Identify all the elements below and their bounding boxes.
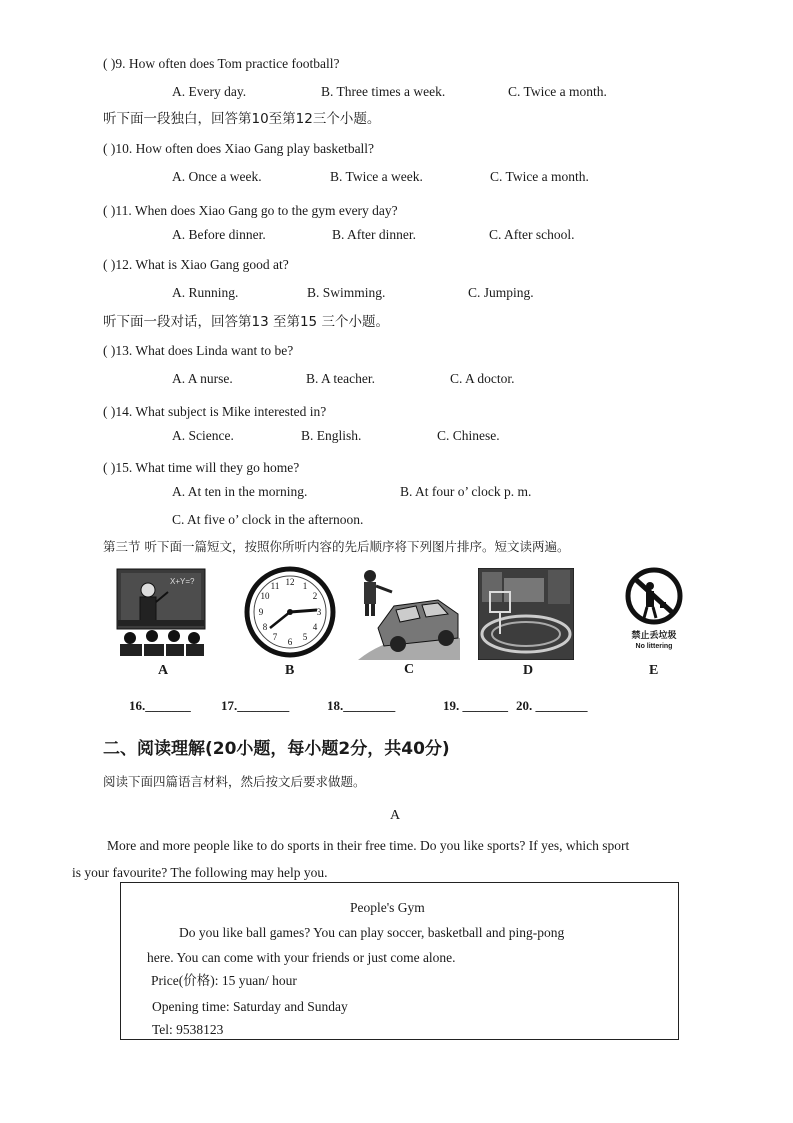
- picture-label-e: E: [649, 663, 659, 678]
- svg-text:2: 2: [312, 591, 318, 601]
- svg-text:9: 9: [258, 607, 264, 617]
- q15-option-c: C. At five o’ clock in the afternoon.: [172, 512, 364, 527]
- q9-option-a: A. Every day.: [172, 84, 247, 99]
- gym-title: People's Gym: [350, 900, 425, 915]
- section3-instruction: 第三节 听下面一篇短文，按照你所听内容的先后顺序将下列图片排序。短文读两遍。: [103, 539, 570, 554]
- picture-a-classroom: [116, 568, 206, 660]
- q9-option-b: B. Three times a week.: [321, 84, 446, 99]
- q15-option-a: A. At ten in the morning.: [172, 484, 308, 499]
- picture-label-a: A: [158, 663, 169, 678]
- q12-option-c: C. Jumping.: [468, 285, 534, 300]
- question-13: ( )13. What does Linda want to be?: [103, 343, 294, 358]
- passage-line-1: More and more people like to do sports in their free time. Do you like sports? If yes, which sport: [107, 838, 630, 853]
- question-11: ( )11. When does Xiao Gang go to the gym every day?: [103, 203, 398, 218]
- gym-telephone: Tel: 9538123: [152, 1022, 224, 1037]
- svg-text:3: 3: [316, 607, 322, 617]
- gym-opening-time: Opening time: Saturday and Sunday: [152, 999, 348, 1014]
- q13-option-a: A. A nurse.: [172, 371, 233, 386]
- answer-blank-19[interactable]: 19. _______: [443, 698, 508, 713]
- answer-blank-20[interactable]: 20. ________: [516, 698, 588, 713]
- dialogue-instruction: 听下面一段对话，回答第13 至第15 三个小题。: [103, 314, 389, 330]
- passage-line-2: is your favourite? The following may help you.: [72, 865, 328, 880]
- picture-d-playground: [478, 568, 574, 660]
- q11-option-a: A. Before dinner.: [172, 227, 266, 242]
- question-12: ( )12. What is Xiao Gang good at?: [103, 257, 289, 272]
- sign-text-chinese: 禁止丢垃圾: [631, 631, 677, 641]
- svg-text:7: 7: [272, 632, 278, 642]
- picture-c-traffic: [358, 568, 460, 660]
- svg-text:8: 8: [262, 622, 268, 632]
- q9-option-c: C. Twice a month.: [508, 84, 607, 99]
- gym-price: Price(价格): 15 yuan/ hour: [151, 973, 297, 988]
- gym-description-line-2: here. You can come with your friends or just come alone.: [147, 950, 456, 965]
- q12-option-b: B. Swimming.: [307, 285, 386, 300]
- picture-e-no-littering-sign: [620, 566, 688, 662]
- answer-blank-18[interactable]: 18.________: [327, 698, 396, 713]
- q13-option-c: C. A doctor.: [450, 371, 515, 386]
- gym-description-line-1: Do you like ball games? You can play soccer, basketball and ping-pong: [179, 925, 565, 940]
- q13-option-b: B. A teacher.: [306, 371, 375, 386]
- question-9: ( )9. How often does Tom practice football?: [103, 56, 340, 71]
- picture-b-clock: [244, 566, 336, 658]
- svg-text:12: 12: [285, 577, 295, 587]
- question-15: ( )15. What time will they go home?: [103, 460, 300, 475]
- question-14: ( )14. What subject is Mike interested in?: [103, 404, 327, 419]
- picture-label-b: B: [285, 663, 295, 678]
- q15-option-b: B. At four o’ clock p. m.: [400, 484, 532, 499]
- picture-label-c: C: [404, 662, 415, 677]
- part2-instruction: 阅读下面四篇语言材料，然后按文后要求做题。: [103, 774, 366, 789]
- question-10: ( )10. How often does Xiao Gang play basketball?: [103, 141, 375, 156]
- q14-option-b: B. English.: [301, 428, 362, 443]
- board-text: X+Y=?: [170, 577, 195, 586]
- q11-option-b: B. After dinner.: [332, 227, 416, 242]
- q10-option-a: A. Once a week.: [172, 169, 262, 184]
- svg-text:1: 1: [302, 581, 308, 591]
- monologue-instruction: 听下面一段独白，回答第10至第12三个小题。: [103, 111, 381, 127]
- q10-option-b: B. Twice a week.: [330, 169, 423, 184]
- q14-option-a: A. Science.: [172, 428, 234, 443]
- q12-option-a: A. Running.: [172, 285, 239, 300]
- sign-text-english: No littering: [635, 643, 673, 650]
- answer-blank-17[interactable]: 17.________: [221, 698, 290, 713]
- q14-option-c: C. Chinese.: [437, 428, 500, 443]
- picture-label-d: D: [523, 663, 534, 678]
- svg-text:6: 6: [287, 637, 293, 647]
- svg-text:4: 4: [312, 622, 318, 632]
- svg-text:5: 5: [302, 632, 308, 642]
- part2-heading: 二、阅读理解(20小题，每小题2分，共40分): [103, 739, 450, 759]
- svg-text:10: 10: [260, 591, 270, 601]
- q11-option-c: C. After school.: [489, 227, 575, 242]
- passage-label: A: [390, 808, 401, 823]
- svg-text:11: 11: [270, 581, 280, 591]
- answer-blank-16[interactable]: 16._______: [129, 698, 191, 713]
- q10-option-c: C. Twice a month.: [490, 169, 589, 184]
